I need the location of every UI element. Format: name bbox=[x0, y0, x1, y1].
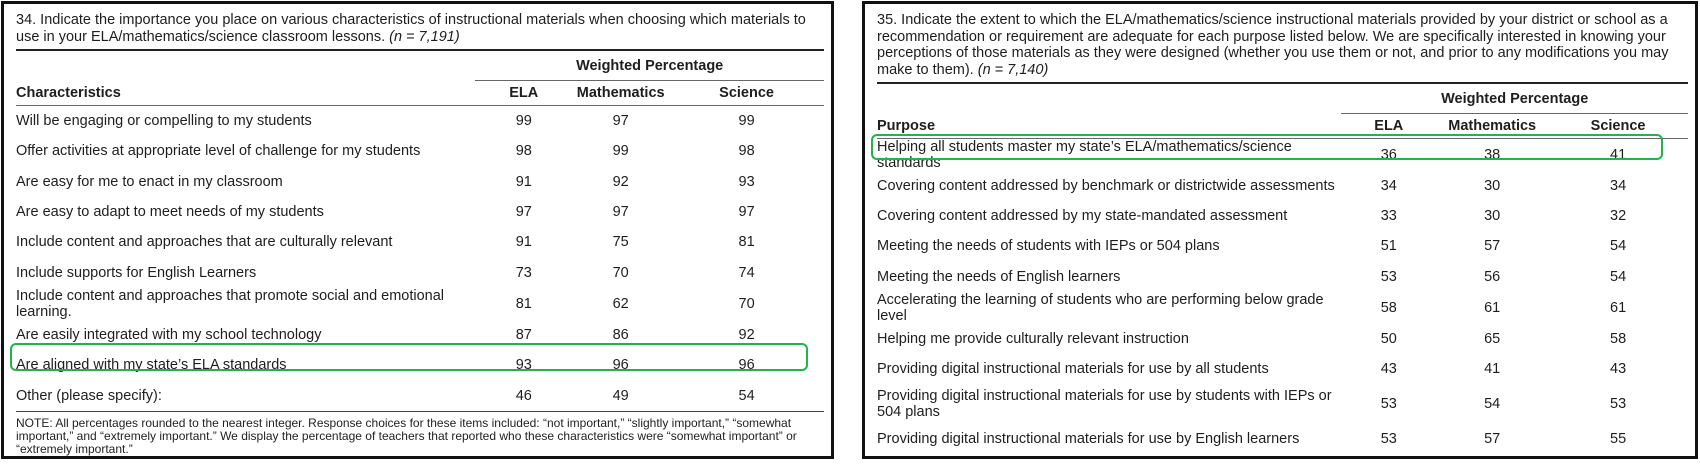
ela-value: 53 bbox=[1380, 396, 1397, 413]
math-value: 99 bbox=[612, 143, 629, 160]
science-value: 61 bbox=[1610, 299, 1627, 316]
math-value: 97 bbox=[612, 113, 629, 130]
ela-value: 43 bbox=[1380, 361, 1397, 378]
row-label: Providing digital instructional materials for use by English learners bbox=[877, 431, 1300, 448]
row-label: Meeting the needs of English learners bbox=[877, 268, 1121, 285]
row-label: Meeting the needs of students with IEPs or 504 plans bbox=[877, 238, 1220, 255]
science-value: 92 bbox=[738, 326, 755, 343]
row-label: Offer activities at appropriate level of challenge for my students bbox=[16, 143, 421, 160]
table-row bbox=[16, 227, 824, 257]
table-row bbox=[877, 292, 1688, 324]
ela-value: 51 bbox=[1380, 238, 1397, 255]
col-header-science: Science bbox=[669, 81, 824, 106]
math-value: 61 bbox=[1484, 299, 1501, 316]
math-value: 96 bbox=[612, 357, 629, 374]
note-divider bbox=[16, 411, 824, 412]
table-row bbox=[877, 424, 1688, 454]
column-header-row bbox=[16, 81, 824, 106]
science-value: 74 bbox=[738, 264, 755, 281]
col-header-ela: ELA bbox=[1341, 114, 1436, 139]
row-label: Include content and approaches that are culturally relevant bbox=[16, 234, 393, 251]
science-value: 34 bbox=[1610, 178, 1627, 195]
ela-value: 99 bbox=[515, 113, 532, 130]
ela-value: 36 bbox=[1380, 147, 1397, 163]
row-label: Are easy to adapt to meet needs of my students bbox=[16, 204, 324, 221]
math-value: 97 bbox=[612, 204, 629, 221]
table-row bbox=[877, 171, 1688, 201]
math-value: 92 bbox=[612, 173, 629, 190]
science-value: 70 bbox=[738, 295, 755, 312]
row-label: Helping me provide culturally relevant instruction bbox=[877, 330, 1189, 347]
col-header-ela: ELA bbox=[475, 81, 572, 106]
table-row-highlighted bbox=[877, 139, 1688, 172]
table-row bbox=[16, 106, 824, 137]
row-label: Will be engaging or compelling to my students bbox=[16, 113, 312, 130]
row-label: Are aligned with my state’s ELA standards bbox=[16, 357, 287, 374]
col-header-mathematics: Mathematics bbox=[572, 81, 669, 106]
col-header-purpose: Purpose bbox=[877, 114, 1341, 139]
row-label: Providing digital instructional materials for use by students with IEPs or 504 plans bbox=[877, 388, 1332, 421]
ela-value: 53 bbox=[1380, 268, 1397, 285]
science-value: 97 bbox=[738, 204, 755, 221]
math-value: 57 bbox=[1484, 431, 1501, 448]
question-34-panel bbox=[1, 1, 834, 459]
row-label: Covering content addressed by benchmark or districtwide assessments bbox=[877, 178, 1335, 195]
col-header-mathematics: Mathematics bbox=[1436, 114, 1548, 139]
question-34-prompt: 34. Indicate the importance you place on various characteristics of instructional materials when choosing which materials to use in your ELA/mathematics/science classroom lessons. bbox=[16, 12, 806, 45]
science-value: 54 bbox=[1610, 268, 1627, 285]
row-label: Are easily integrated with my school technology bbox=[16, 326, 322, 343]
table-row bbox=[16, 320, 824, 350]
question-34-sample-size: (n = 7,191) bbox=[389, 28, 460, 45]
question-34-text bbox=[16, 12, 824, 45]
math-value: 54 bbox=[1484, 396, 1501, 413]
science-value: 99 bbox=[738, 113, 755, 130]
table-row bbox=[16, 197, 824, 227]
science-value: 81 bbox=[738, 234, 755, 251]
science-value: 58 bbox=[1610, 330, 1627, 347]
row-label: Helping all students master my state’s ELA/mathematics/science standards bbox=[877, 139, 1292, 171]
science-value: 54 bbox=[1610, 238, 1627, 255]
ela-value: 87 bbox=[515, 326, 532, 343]
characteristics-table bbox=[16, 51, 824, 411]
math-value: 70 bbox=[612, 264, 629, 281]
row-label: Include content and approaches that promote social and emotional learning. bbox=[16, 287, 445, 320]
question-35-text bbox=[877, 12, 1688, 78]
math-value: 56 bbox=[1484, 268, 1501, 285]
col-header-characteristics: Characteristics bbox=[16, 81, 475, 106]
ela-value: 58 bbox=[1380, 299, 1397, 316]
ela-value: 91 bbox=[515, 234, 532, 251]
row-label: Include supports for English Learners bbox=[16, 264, 257, 281]
table-row bbox=[877, 231, 1688, 261]
science-value: 41 bbox=[1610, 147, 1627, 163]
table-row bbox=[16, 167, 824, 197]
science-value: 55 bbox=[1610, 431, 1627, 448]
science-value: 43 bbox=[1610, 361, 1627, 378]
column-header-row bbox=[877, 114, 1688, 139]
weighted-percentage-header: Weighted Percentage bbox=[475, 51, 824, 81]
math-value: 65 bbox=[1484, 330, 1501, 347]
question-35-prompt: 35. Indicate the extent to which the ELA/mathematics/science instructional materials provided by your district or school as a recommendation or requirement are adequate for each purpose listed below. We are specifically interested in knowing your perceptions of those materials as they were designed (whether you use them or not, and prior to any modifications you may make to them). bbox=[877, 12, 1669, 78]
math-value: 75 bbox=[612, 234, 629, 251]
question-35-panel bbox=[862, 1, 1698, 459]
table-row bbox=[16, 257, 824, 287]
row-label: Providing digital instructional materials for use by all students bbox=[877, 361, 1269, 378]
row-label: Covering content addressed by my state-mandated assessment bbox=[877, 208, 1288, 225]
ela-value: 98 bbox=[515, 143, 532, 160]
table-note: NOTE: All percentages rounded to the nearest integer. Response choices for these items included: “not important,” “slightly important,” “somewhat important,” and “extremely important.” We display the percentage of teachers that reported who these characteristics were “somewhat important” or “extremely important.” bbox=[16, 415, 797, 456]
table-row bbox=[16, 136, 824, 166]
row-label: Accelerating the learning of students who are performing below grade level bbox=[877, 291, 1324, 324]
ela-value: 93 bbox=[515, 357, 532, 374]
science-value: 32 bbox=[1610, 208, 1627, 225]
table-row bbox=[877, 262, 1688, 292]
ela-value: 81 bbox=[515, 295, 532, 312]
row-label: Are easy for me to enact in my classroom bbox=[16, 173, 283, 190]
math-value: 49 bbox=[612, 387, 629, 404]
table-row bbox=[877, 201, 1688, 231]
weighted-percentage-header: Weighted Percentage bbox=[1341, 84, 1688, 114]
question-35-sample-size: (n = 7,140) bbox=[977, 61, 1049, 78]
ela-value: 34 bbox=[1380, 178, 1397, 195]
table-row bbox=[16, 288, 824, 320]
math-value: 30 bbox=[1484, 208, 1501, 225]
science-value: 98 bbox=[738, 143, 755, 160]
ela-value: 50 bbox=[1380, 330, 1397, 347]
ela-value: 46 bbox=[515, 387, 532, 404]
ela-value: 53 bbox=[1380, 431, 1397, 448]
ela-value: 73 bbox=[515, 264, 532, 281]
math-value: 30 bbox=[1484, 178, 1501, 195]
row-label: Other (please specify): bbox=[16, 387, 162, 404]
table-row bbox=[877, 354, 1688, 384]
math-value: 57 bbox=[1484, 238, 1501, 255]
table-row bbox=[16, 380, 824, 410]
ela-value: 97 bbox=[515, 204, 532, 221]
purpose-table bbox=[877, 84, 1688, 454]
table-row-highlighted bbox=[16, 350, 824, 380]
col-header-science: Science bbox=[1548, 114, 1688, 139]
science-value: 54 bbox=[738, 387, 755, 404]
math-value: 62 bbox=[612, 295, 629, 312]
table-row bbox=[877, 324, 1688, 354]
ela-value: 33 bbox=[1380, 208, 1397, 225]
ela-value: 91 bbox=[515, 173, 532, 190]
science-value: 53 bbox=[1610, 396, 1627, 413]
science-value: 93 bbox=[738, 173, 755, 190]
table-row bbox=[877, 384, 1688, 424]
math-value: 86 bbox=[612, 326, 629, 343]
science-value: 96 bbox=[738, 357, 755, 374]
math-value: 38 bbox=[1484, 147, 1501, 163]
math-value: 41 bbox=[1484, 361, 1501, 378]
